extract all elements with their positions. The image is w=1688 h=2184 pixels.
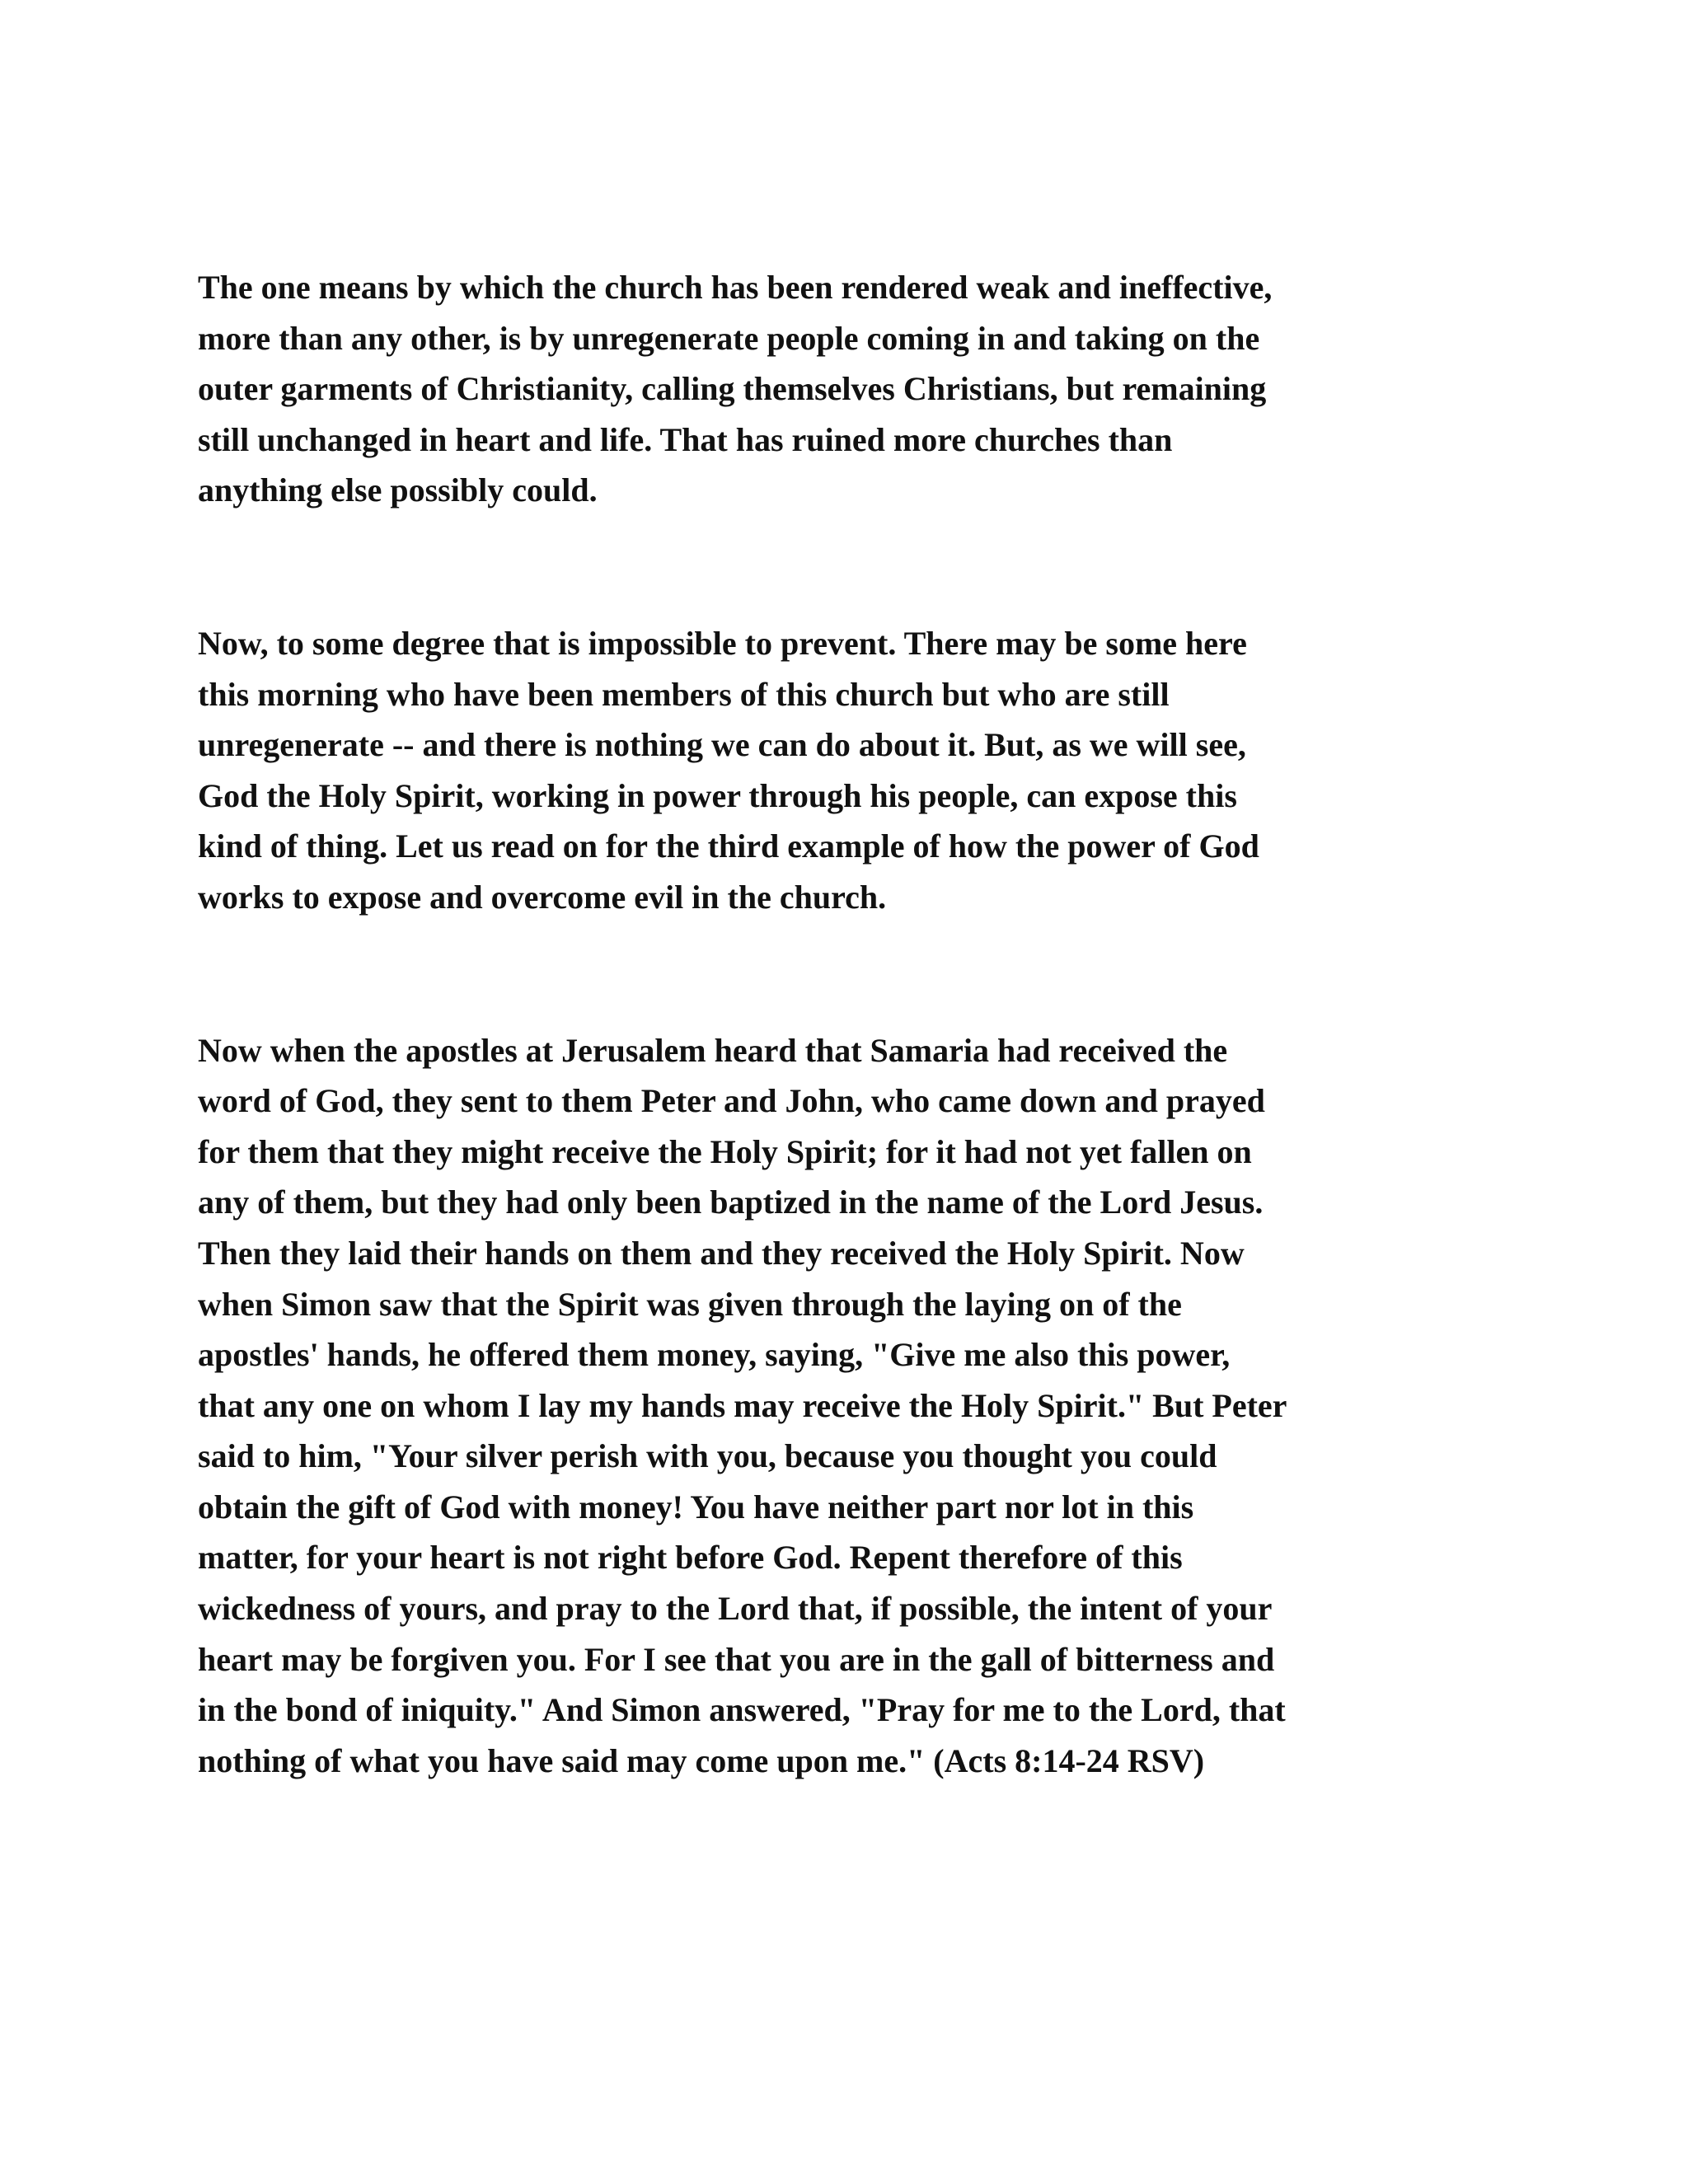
paragraph-1: The one means by which the church has been rendered weak and ineffective, more than any other, is by unregenerate people coming in and taking on the outer garments of Christianity, calling themselves Christians, but remaining still unchanged in heart and life. That has ruined more churches than anything else possibly could. xyxy=(198,269,1273,509)
document-body xyxy=(198,262,1475,1786)
paragraph-2: Now, to some degree that is impossible to prevent. There may be some here this morning who have been members of this church but who are still unregenerate -- and there is nothing we can do about it. But, as we will see, God the Holy Spirit, working in power through his people, can expose this kind of thing. Let us read on for the third example of how the power of God works to expose and overcome evil in the church. xyxy=(198,624,1259,916)
paragraph-3-scripture-quote: Now when the apostles at Jerusalem heard that Samaria had received the word of God, they sent to them Peter and John, who came down and prayed for them that they might receive the Holy Spirit; for it had not yet fallen on any of them, but they had only been baptized in the name of the Lord Jesus. Then they laid their hands on them and they received the Holy Spirit. Now when Simon saw that the Spirit was given through the laying on of the apostles' hands, he offered them money, saying, "Give me also this power, that any one on whom I lay my hands may receive the Holy Spirit." But Peter said to him, "Your silver perish with you, because you thought you could obtain the gift of God with money! You have neither part nor lot in this matter, for your heart is not right before God. Repent therefore of this wickedness of yours, and pray to the Lord that, if possible, the intent of your heart may be forgiven you. For I see that you are in the gall of bitterness and in the bond of iniquity." And Simon answered, "Pray for me to the Lord, that nothing of what you have said may come upon me." (Acts 8:14-24 RSV) xyxy=(198,1031,1287,1779)
